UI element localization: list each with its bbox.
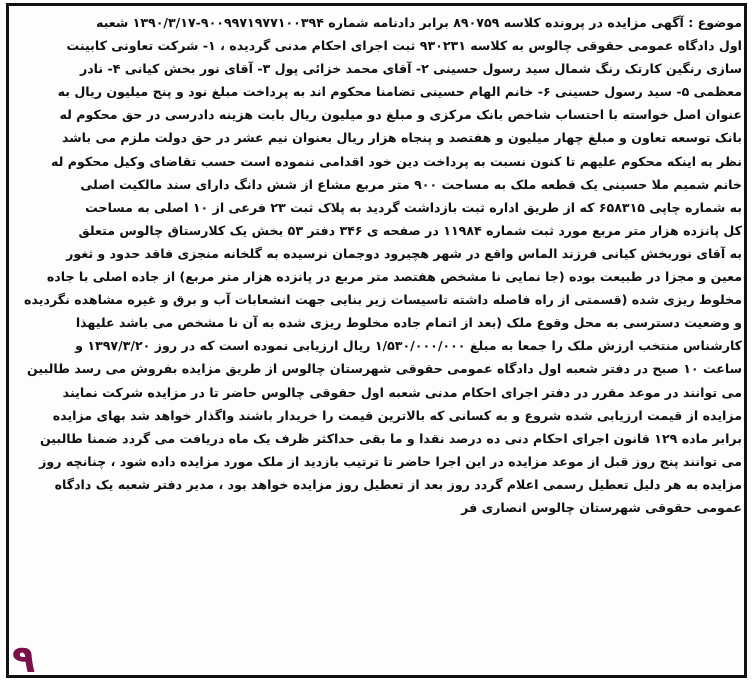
notice-line: به آقای نوربخش کیانی فرزند الماس واقع در شهر هچیرود دوجمان نرسیده به گلخانه منجزی فاقد حدود و ثغور	[66, 245, 742, 261]
handwritten-page-mark: ۹	[12, 637, 36, 681]
notice-line: اول دادگاه عمومی حقوقی چالوس به کلاسه ۹۳۰۲۳۱ ثبت اجرای احکام مدنی گردیده ، ۱- شرکت تعاونی کابینت	[66, 38, 742, 54]
notice-line: معظمی ۵- سید رسول حسینی ۶- خانم الهام حسینی تضامنا محکوم اند به پرداخت مبلغ نود و پنج میلیون ریال به	[57, 84, 742, 100]
notice-line: خانم شمیم ملا حسینی یک قطعه ملک به مساحت ۹۰۰ متر مربع مشاع از شش دانگ دارای سند مالکیت اصلی	[80, 176, 742, 192]
notice-line: کل پانزده هزار متر مربع مورد ثبت شماره ۱۱۹۸۴ در صفحه ی ۳۴۶ دفتر ۵۳ بخش یک کلارستاق چالوس متعلق	[78, 222, 742, 238]
notice-line: عنوان اصل خواسته با احتساب شاخص بانک مرکزی و مبلغ دو میلیون ریال بابت هزینه دادرسی در حق محکوم له	[59, 107, 742, 123]
notice-line: معین و مجزا در طبیعت بوده (جا نمایی نا مشخص هفتصد متر مربع در پانزده هزار متر مربع) از جاده اصلی با جاده	[46, 269, 742, 285]
notice-line: برابر ماده ۱۲۹ قانون اجرای احکام دنی ده درصد نقدا و ما بقی حداکثر ظرف یک ماه دریافت می گردد ضمنا طالبین	[39, 430, 742, 446]
notice-line: مزایده به هر دلیل تعطیل رسمی اعلام گردد روز بعد از تعطیل روز مزایده خواهد بود ، مدیر دفتر شعبه یک دادگاه	[54, 476, 742, 492]
notice-line: می توانند پنج روز قبل از موعد مزایده در این اجرا حاضر تا ترتیب بازدید از ملک مورد مزایده داده شود ، چنانچه روز	[39, 453, 742, 469]
notice-line: موضوع : آگهی مزایده در پرونده کلاسه ۸۹۰۷۵۹ برابر دادنامه شماره ۹۰۰۹۹۷۱۹۷۷۱۰۰۳۹۴-۱۳۹۰/۳/۱۷ شعبه	[95, 15, 742, 30]
notice-line: می توانند در موعد مقرر در دفتر اجرای احکام مدنی شعبه اول حقوقی چالوس حاضر تا در مزایده شرکت نمایند	[62, 384, 742, 400]
notice-line: ساعت ۱۰ صبح در دفتر شعبه اول دادگاه عمومی حقوقی شهرستان چالوس از طریق مزایده بفروش می رسد طالبین	[27, 361, 742, 377]
notice-line: سازی رنگین کارتک رنگ شمال سید رسول حسینی ۲- آقای محمد خزائی پول ۳- آقای نور بخش کیانی ۴- نادر	[79, 61, 742, 77]
notice-line: به شماره چاپی ۶۵۸۳۱۵ که از طریق اداره ثبت بازداشت گردید به پلاک ثبت ۲۳ فرعی از ۱۰ اصلی به مساحت	[85, 199, 742, 215]
notice-line: نظر به اینکه محکوم علیهم تا کنون نسبت به پرداخت دین خود اقدامی ننموده است حسب تقاضای وکیل محکوم له	[51, 153, 742, 169]
notice-line: مخلوط ریزی شده (قسمتی از راه فاصله داشته تاسیسات زیر بنایی جهت انشعابات آب و برق و غیره مشاهده نگردیده	[24, 292, 742, 308]
notice-line: بانک توسعه تعاون و مبلغ چهار میلیون و هفتصد و پنجاه هزار ریال بعنوان نیم عشر در حق دولت ملزم می باشد	[61, 130, 742, 146]
notice-frame	[6, 3, 747, 681]
notice-line: عمومی حقوقی شهرستان چالوس انصاری فر	[461, 499, 742, 515]
notice-body	[19, 11, 742, 519]
notice-line: و وضعیت دسترسی به محل وقوع ملک (بعد از اتمام جاده مخلوط ریزی شده به آن نا مشخص می باشد علیهذا	[75, 315, 742, 331]
notice-line: کارشناس منتخب ارزش ملک را جمعا به مبلغ ۱/۵۳۰/۰۰۰/۰۰۰ ریال ارزیابی نموده است که در روز ۱۳۹۷/۳/۲۰ و	[75, 338, 742, 354]
notice-line: مزایده از قیمت ارزیابی شده شروع و به کسانی که بالاترین قیمت را خریدار باشند واگذار خواهد شد بهای مزایده	[52, 407, 742, 423]
